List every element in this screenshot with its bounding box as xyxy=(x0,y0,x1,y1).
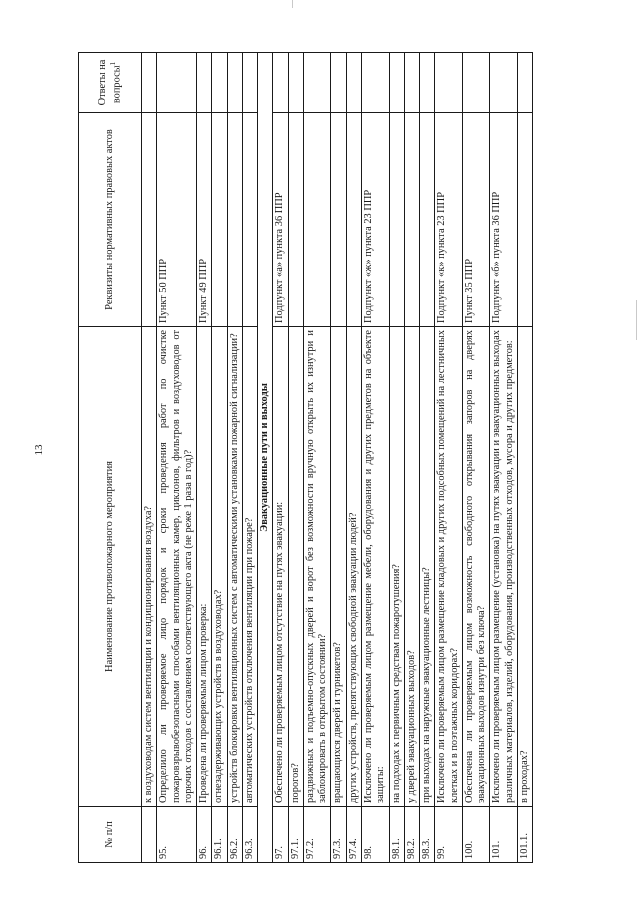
page-number: 13 xyxy=(33,444,45,456)
table-row xyxy=(242,53,257,863)
row-requirement: на подходах к первичным средствам пожаротушения? xyxy=(389,327,404,807)
row-number: 98.1. xyxy=(389,807,404,863)
header-name: Наименование противопожарного мероприятия xyxy=(79,327,142,807)
row-number: 97.4. xyxy=(346,807,361,863)
row-answer-cell[interactable] xyxy=(212,53,227,113)
row-number: 101.1. xyxy=(517,807,532,863)
table-row xyxy=(331,53,346,863)
row-answer-cell[interactable] xyxy=(404,53,419,113)
table-row xyxy=(389,53,404,863)
row-requirement: в проходах? xyxy=(517,327,532,807)
row-requirement: огнезадерживающих устройств в воздуховодах? xyxy=(212,327,227,807)
row-number: 99. xyxy=(435,807,463,863)
row-answer-cell[interactable] xyxy=(331,53,346,113)
scan-artifact-top xyxy=(292,0,293,8)
rotated-page xyxy=(78,53,618,863)
row-legal-reference xyxy=(420,113,435,327)
row-answer-cell[interactable] xyxy=(361,53,389,113)
row-number: 101. xyxy=(490,807,518,863)
row-number: 98. xyxy=(361,807,389,863)
row-requirement: порогов? xyxy=(288,327,303,807)
row-answer-cell[interactable] xyxy=(227,53,242,113)
row-number: 95. xyxy=(157,807,197,863)
row-requirement: при выходах на наружные эвакуационные лестницы? xyxy=(420,327,435,807)
row-requirement: Обеспечена ли проверяемым лицом возможность свободного открывания запоров на дверях эвакуационных выходов изнутри без ключа? xyxy=(462,327,490,807)
row-requirement: других устройств, препятствующих свободной эвакуации людей? xyxy=(346,327,361,807)
row-number: 96.2. xyxy=(227,807,242,863)
row-requirement: Исключено ли проверяемым лицом размещение кладовых и других подсобных помещений на лестничных клетках и в поэтажных коридорах? xyxy=(435,327,463,807)
row-legal-reference xyxy=(288,113,303,327)
row-number: 98.3. xyxy=(420,807,435,863)
header-ref: Реквизиты нормативных правовых актов xyxy=(79,113,142,327)
row-legal-reference xyxy=(346,113,361,327)
table-row xyxy=(435,53,463,863)
header-answers-text: Ответы на вопросы xyxy=(96,59,123,106)
row-requirement: у дверей эвакуационных выходов? xyxy=(404,327,419,807)
row-legal-reference: Пункт 49 ППР xyxy=(197,113,212,327)
table-row xyxy=(404,53,419,863)
row-answer-cell[interactable] xyxy=(490,53,518,113)
row-requirement: Проведена ли проверяемым лицом проверка: xyxy=(197,327,212,807)
row-number: 100. xyxy=(462,807,490,863)
row-requirement: к воздуховодам систем вентиляции и кондиционирования воздуха? xyxy=(142,327,157,807)
row-number: 97.3. xyxy=(331,807,346,863)
row-requirement: автоматических устройств отключения вентиляции при пожаре? xyxy=(242,327,257,807)
table-row xyxy=(490,53,518,863)
row-answer-cell[interactable] xyxy=(435,53,463,113)
row-legal-reference xyxy=(303,113,331,327)
table-row xyxy=(462,53,490,863)
row-number: 98.2. xyxy=(404,807,419,863)
header-num: № п/п xyxy=(79,807,142,863)
row-answer-cell[interactable] xyxy=(288,53,303,113)
row-requirement: раздвижных и подъемно-опускных дверей и ворот без возможности вручную открыть их изнутри и заблокировать в открытом состоянии? xyxy=(303,327,331,807)
row-answer-cell[interactable] xyxy=(242,53,257,113)
section-title: Эвакуационные пути и выходы xyxy=(258,53,273,863)
table-row xyxy=(303,53,331,863)
table-row xyxy=(288,53,303,863)
row-requirement: вращающихся дверей и турникетов? xyxy=(331,327,346,807)
row-answer-cell[interactable] xyxy=(517,53,532,113)
table-row xyxy=(142,53,157,863)
row-requirement: Исключено ли проверяемым лицом размещение (установка) на путях эвакуации и эвакуационных выходах различных материалов, изделий, оборудования, производственных отходов, мусора и других предметов: xyxy=(490,327,518,807)
table-row xyxy=(517,53,532,863)
row-legal-reference: Пункт 50 ППР xyxy=(157,113,197,327)
row-number: 97. xyxy=(273,807,288,863)
table-row xyxy=(227,53,242,863)
row-legal-reference xyxy=(517,113,532,327)
table-header-row xyxy=(79,53,142,863)
row-requirement: устройств блокировки вентиляционных систем с автоматическими установками пожарной сигнализации? xyxy=(227,327,242,807)
fire-safety-checklist-table xyxy=(78,52,533,863)
row-legal-reference xyxy=(331,113,346,327)
section-row xyxy=(258,53,273,863)
row-number: 96. xyxy=(197,807,212,863)
row-answer-cell[interactable] xyxy=(157,53,197,113)
row-number: 96.1. xyxy=(212,807,227,863)
row-number: 96.3. xyxy=(242,807,257,863)
row-legal-reference: Подпункт «ж» пункта 23 ППР xyxy=(361,113,389,327)
row-answer-cell[interactable] xyxy=(420,53,435,113)
footnote-mark: 1 xyxy=(108,61,117,66)
header-answers xyxy=(79,53,142,113)
row-number xyxy=(142,807,157,863)
table-row xyxy=(212,53,227,863)
row-legal-reference: Подпункт «а» пункта 36 ППР xyxy=(273,113,288,327)
scan-artifact-right xyxy=(636,300,637,340)
row-legal-reference: Подпункт «к» пункта 23 ППР xyxy=(435,113,463,327)
row-legal-reference xyxy=(142,113,157,327)
row-requirement: Определило ли проверяемое лицо порядок и сроки проведения работ по очистке пожаровзрывобезопасными способами вентиляционных камер, циклонов, фильтров и воздуховодов от горючих отходов с составлением соответствующего акта (не реже 1 раза в год)? xyxy=(157,327,197,807)
table-row xyxy=(420,53,435,863)
row-legal-reference: Подпункт «б» пункта 36 ППР xyxy=(490,113,518,327)
row-answer-cell[interactable] xyxy=(346,53,361,113)
table-row xyxy=(273,53,288,863)
table-row xyxy=(157,53,197,863)
table-row xyxy=(346,53,361,863)
row-legal-reference xyxy=(242,113,257,327)
row-requirement: Исключено ли проверяемым лицом размещение мебели, оборудования и других предметов на объекте защиты: xyxy=(361,327,389,807)
row-legal-reference xyxy=(404,113,419,327)
row-number: 97.1. xyxy=(288,807,303,863)
table-row xyxy=(197,53,212,863)
row-number: 97.2. xyxy=(303,807,331,863)
row-legal-reference xyxy=(212,113,227,327)
row-answer-cell[interactable] xyxy=(389,53,404,113)
row-legal-reference xyxy=(389,113,404,327)
row-answer-cell[interactable] xyxy=(273,53,288,113)
row-answer-cell[interactable] xyxy=(462,53,490,113)
row-requirement: Обеспечено ли проверяемым лицом отсутствие на путях эвакуации: xyxy=(273,327,288,807)
row-answer-cell[interactable] xyxy=(303,53,331,113)
row-legal-reference xyxy=(227,113,242,327)
table-row xyxy=(361,53,389,863)
row-answer-cell[interactable] xyxy=(197,53,212,113)
row-answer-cell[interactable] xyxy=(142,53,157,113)
row-legal-reference: Пункт 35 ППР xyxy=(462,113,490,327)
